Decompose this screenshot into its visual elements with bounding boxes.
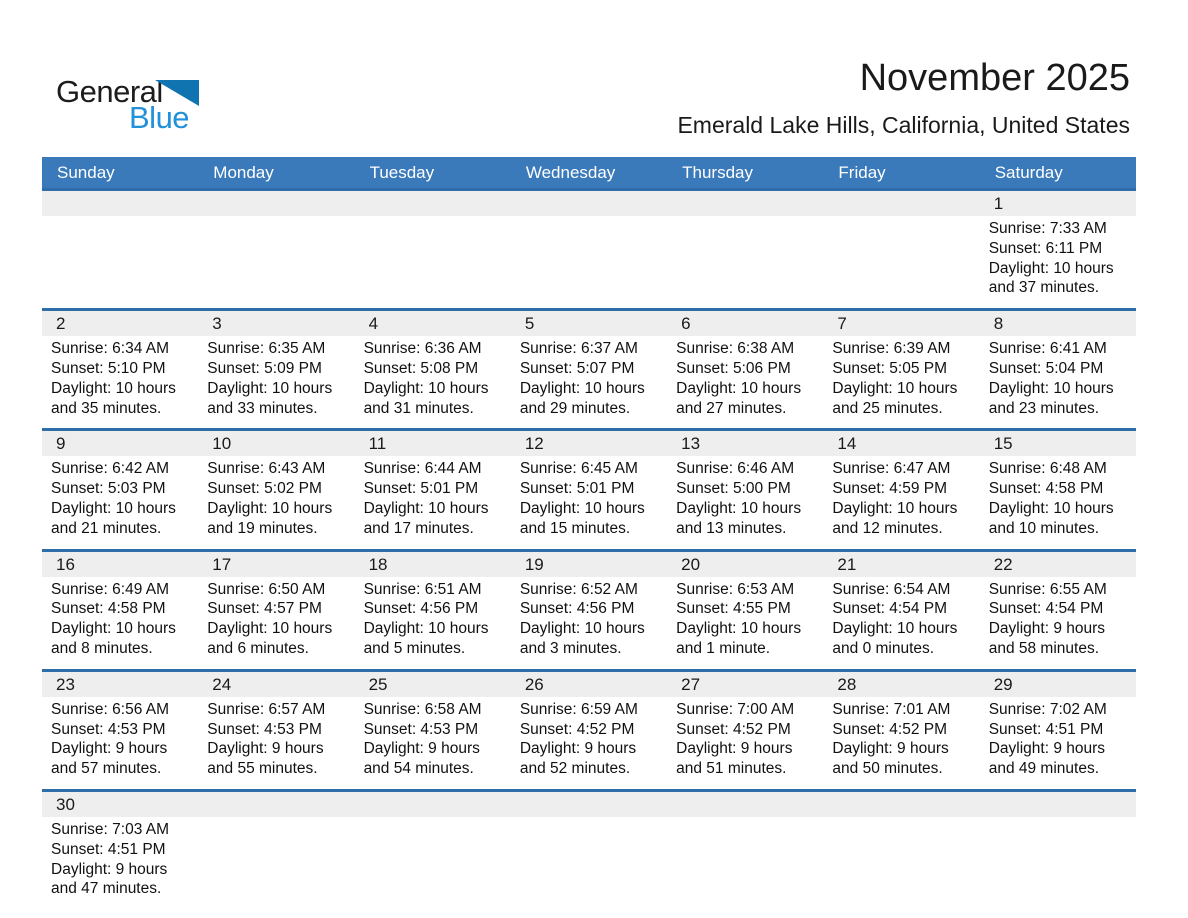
day-info-line: Sunrise: 6:34 AM — [51, 340, 170, 358]
day-cell — [980, 697, 1136, 789]
day-cell — [667, 817, 823, 917]
day-info-line: and 0 minutes. — [832, 639, 935, 657]
day-cell — [198, 336, 354, 428]
day-info-line: Sunset: 4:56 PM — [363, 600, 479, 618]
day-number: 12 — [524, 434, 544, 454]
day-cell — [355, 456, 511, 548]
day-cell — [823, 456, 979, 548]
day-number: 22 — [993, 554, 1013, 574]
day-info-line: Daylight: 10 hours — [676, 620, 802, 638]
day-info-line: and 47 minutes. — [51, 880, 162, 898]
weekday-header: Friday — [838, 163, 886, 182]
day-info-line: Daylight: 10 hours — [207, 379, 333, 397]
day-info-line: Sunrise: 6:54 AM — [832, 580, 951, 598]
day-number: 13 — [681, 434, 701, 454]
day-number — [355, 792, 511, 817]
day-info-line: and 51 minutes. — [676, 760, 787, 778]
day-info-line: Sunset: 5:10 PM — [51, 359, 166, 377]
day-info-line: Sunset: 5:07 PM — [519, 359, 635, 377]
day-number: 24 — [212, 674, 232, 694]
week-row — [42, 549, 1136, 669]
day-info-line: Daylight: 10 hours — [519, 499, 645, 517]
day-cell — [198, 577, 354, 669]
day-number — [42, 191, 198, 216]
day-info-line: Sunset: 4:52 PM — [832, 720, 948, 738]
title-block — [677, 56, 1130, 139]
day-info-line: Daylight: 10 hours — [832, 620, 958, 638]
day-number: 1 — [993, 194, 1004, 213]
weekday-header: Thursday — [682, 163, 754, 182]
day-info-line: Sunset: 4:54 PM — [832, 600, 948, 618]
day-info-line: Sunrise: 6:52 AM — [519, 580, 638, 598]
day-cell — [42, 336, 198, 428]
day-number: 16 — [56, 554, 75, 574]
day-info-line: Sunrise: 6:59 AM — [519, 700, 638, 718]
day-number: 21 — [837, 554, 857, 574]
day-number — [667, 792, 823, 817]
day-info-line: Sunset: 5:04 PM — [988, 359, 1104, 377]
day-info-line: and 55 minutes. — [207, 760, 318, 778]
weekday-header: Monday — [213, 163, 274, 182]
day-cell — [511, 577, 667, 669]
day-info-line: Sunset: 4:58 PM — [988, 480, 1104, 498]
day-number: 15 — [993, 434, 1013, 454]
day-cell — [823, 817, 979, 917]
day-info-line: and 31 minutes. — [363, 399, 474, 417]
day-info-line: Sunset: 4:56 PM — [519, 600, 635, 618]
week-row — [42, 789, 1136, 917]
day-info-line: Sunset: 5:01 PM — [363, 480, 479, 498]
day-info-line: Sunset: 5:01 PM — [519, 480, 635, 498]
day-info-line: Sunrise: 6:53 AM — [676, 580, 795, 598]
week-details — [42, 216, 1136, 308]
day-info-line: Sunset: 4:52 PM — [519, 720, 635, 738]
weekday-header: Tuesday — [369, 163, 435, 182]
page-subtitle: Emerald Lake Hills, California, United States — [677, 111, 1130, 138]
day-number — [823, 191, 979, 216]
logo-text-blue: Blue — [129, 100, 190, 135]
day-info-line: and 54 minutes. — [363, 760, 474, 778]
day-info-line: Sunrise: 6:36 AM — [363, 340, 482, 358]
day-number-band — [42, 552, 1136, 577]
day-cell — [511, 336, 667, 428]
day-info-line: and 6 minutes. — [207, 639, 309, 657]
day-info-line: and 58 minutes. — [988, 639, 1099, 657]
day-info-line: and 25 minutes. — [832, 399, 943, 417]
day-cell — [823, 216, 979, 308]
day-number-band — [42, 792, 1136, 817]
weekday-header: Wednesday — [525, 163, 616, 182]
calendar-weeks — [42, 188, 1136, 917]
day-info-line: Daylight: 9 hours — [363, 740, 480, 758]
day-info-line: and 10 minutes. — [988, 519, 1099, 537]
day-number: 14 — [837, 434, 857, 454]
day-info-line: Sunrise: 7:02 AM — [988, 700, 1107, 718]
day-info-line: Sunrise: 6:50 AM — [207, 580, 326, 598]
logo-text-general: General — [56, 74, 163, 109]
day-number: 6 — [681, 314, 691, 334]
day-info-line: Sunrise: 6:43 AM — [207, 460, 326, 478]
day-info-line: Daylight: 10 hours — [519, 620, 645, 638]
day-info-line: Sunrise: 6:57 AM — [207, 700, 326, 718]
day-info-line: and 49 minutes. — [988, 760, 1099, 778]
day-cell — [355, 336, 511, 428]
day-info-line: Daylight: 10 hours — [51, 499, 176, 517]
day-info-line: Sunset: 4:53 PM — [51, 720, 166, 738]
day-cell — [198, 697, 354, 789]
day-number: 8 — [993, 314, 1004, 334]
day-number: 28 — [837, 674, 857, 694]
day-cell — [980, 577, 1136, 669]
day-cell — [667, 216, 823, 308]
week-details — [42, 336, 1136, 428]
day-info-line: and 21 minutes. — [51, 519, 162, 537]
day-info-line: Sunrise: 6:37 AM — [519, 340, 638, 358]
day-cell — [980, 817, 1136, 917]
day-cell — [355, 216, 511, 308]
day-number: 18 — [368, 554, 388, 574]
day-info-line: Daylight: 10 hours — [363, 499, 489, 517]
day-cell — [980, 336, 1136, 428]
day-info-line: Sunset: 4:59 PM — [832, 480, 948, 498]
day-info-line: Sunrise: 6:46 AM — [676, 460, 795, 478]
week-row — [42, 428, 1136, 548]
day-cell — [667, 336, 823, 428]
day-number: 4 — [368, 314, 379, 334]
day-cell — [355, 817, 511, 917]
day-info-line: Sunset: 4:53 PM — [207, 720, 322, 738]
day-info-line: Daylight: 9 hours — [519, 740, 637, 758]
day-info-line: Daylight: 10 hours — [207, 620, 333, 638]
day-cell — [823, 697, 979, 789]
day-number-band — [42, 191, 1136, 216]
day-number: 2 — [56, 314, 66, 334]
day-info-line: Daylight: 10 hours — [519, 379, 645, 397]
day-cell — [198, 216, 354, 308]
day-info-line: and 23 minutes. — [988, 399, 1099, 417]
day-number: 27 — [681, 674, 701, 694]
day-number: 26 — [524, 674, 544, 694]
day-cell — [667, 577, 823, 669]
day-number — [198, 191, 354, 216]
weekday-header-row — [42, 157, 1136, 188]
day-info-line: Sunset: 6:11 PM — [988, 239, 1103, 257]
day-number — [511, 191, 667, 216]
day-info-line: Sunrise: 7:03 AM — [51, 820, 170, 838]
day-info-line: Daylight: 10 hours — [51, 620, 176, 638]
day-cell — [42, 456, 198, 548]
day-cell — [980, 216, 1136, 308]
day-number: 3 — [212, 314, 222, 334]
day-number: 19 — [524, 554, 544, 574]
day-info-line: and 3 minutes. — [519, 639, 622, 657]
day-number: 11 — [368, 434, 387, 454]
day-info-line: and 29 minutes. — [519, 399, 631, 417]
day-info-line: and 15 minutes. — [519, 519, 631, 537]
day-info-line: Sunset: 5:09 PM — [207, 359, 322, 377]
day-info-line: Sunset: 5:00 PM — [676, 480, 791, 498]
day-info-line: Sunset: 4:58 PM — [51, 600, 166, 618]
day-number: 9 — [56, 434, 66, 454]
day-info-line: Sunset: 4:54 PM — [988, 600, 1104, 618]
day-info-line: Sunset: 5:03 PM — [51, 480, 166, 498]
day-info-line: Sunset: 4:51 PM — [51, 840, 166, 858]
week-details — [42, 817, 1136, 917]
day-cell — [511, 817, 667, 917]
day-info-line: and 1 minute. — [676, 639, 771, 657]
day-info-line: and 5 minutes. — [363, 639, 466, 657]
day-info-line: Sunrise: 6:42 AM — [51, 460, 170, 478]
day-info-line: Sunrise: 6:48 AM — [988, 460, 1107, 478]
day-info-line: Sunset: 5:08 PM — [363, 359, 479, 377]
day-info-line: Daylight: 10 hours — [988, 379, 1114, 397]
day-info-line: and 19 minutes. — [207, 519, 318, 537]
day-info-line: Daylight: 9 hours — [832, 740, 949, 758]
general-blue-logo — [50, 74, 210, 136]
day-info-line: Sunrise: 6:49 AM — [51, 580, 170, 598]
day-cell — [42, 577, 198, 669]
day-number-band — [42, 672, 1136, 697]
day-number — [355, 191, 511, 216]
day-info-line: and 17 minutes. — [363, 519, 474, 537]
day-info-line: and 33 minutes. — [207, 399, 318, 417]
day-info-line: Sunrise: 7:00 AM — [676, 700, 795, 718]
day-info-line: Sunset: 4:55 PM — [676, 600, 791, 618]
week-row — [42, 188, 1136, 308]
day-info-line: Daylight: 9 hours — [51, 860, 168, 878]
day-info-line: Daylight: 9 hours — [988, 620, 1106, 638]
day-cell — [42, 817, 198, 917]
week-row — [42, 669, 1136, 789]
day-info-line: and 27 minutes. — [676, 399, 787, 417]
day-number: 5 — [524, 314, 535, 334]
day-cell — [511, 216, 667, 308]
day-info-line: Daylight: 9 hours — [207, 740, 324, 758]
day-info-line: Daylight: 10 hours — [832, 499, 958, 517]
day-info-line: Daylight: 9 hours — [51, 740, 168, 758]
day-cell — [823, 577, 979, 669]
day-number — [667, 191, 823, 216]
page-title: November 2025 — [859, 57, 1130, 99]
day-info-line: Daylight: 10 hours — [363, 620, 489, 638]
week-details — [42, 697, 1136, 789]
day-info-line: Daylight: 10 hours — [51, 379, 176, 397]
day-info-line: Sunrise: 6:55 AM — [988, 580, 1107, 598]
day-info-line: Sunset: 5:05 PM — [832, 359, 948, 377]
day-info-line: Daylight: 9 hours — [676, 740, 793, 758]
day-cell — [980, 456, 1136, 548]
day-cell — [198, 456, 354, 548]
day-cell — [511, 456, 667, 548]
weekday-header: Saturday — [994, 163, 1063, 182]
day-number: 23 — [56, 674, 75, 694]
day-info-line: and 12 minutes. — [832, 519, 943, 537]
day-info-line: and 37 minutes. — [988, 279, 1099, 297]
day-cell — [667, 697, 823, 789]
week-row — [42, 308, 1136, 428]
day-info-line: Sunrise: 6:41 AM — [988, 340, 1107, 358]
day-info-line: Sunset: 5:02 PM — [207, 480, 322, 498]
day-info-line: Sunset: 4:57 PM — [207, 600, 322, 618]
day-info-line: and 57 minutes. — [51, 760, 162, 778]
day-info-line: Sunrise: 6:56 AM — [51, 700, 170, 718]
day-number: 10 — [212, 434, 232, 454]
weekday-header: Sunday — [57, 163, 115, 182]
day-number: 17 — [212, 554, 232, 574]
day-info-line: Daylight: 10 hours — [676, 499, 802, 517]
day-cell — [42, 216, 198, 308]
day-cell — [198, 817, 354, 917]
day-info-line: and 52 minutes. — [519, 760, 631, 778]
day-cell — [511, 697, 667, 789]
day-info-line: Daylight: 10 hours — [832, 379, 958, 397]
day-info-line: and 8 minutes. — [51, 639, 153, 657]
week-details — [42, 456, 1136, 548]
day-info-line: Daylight: 10 hours — [676, 379, 802, 397]
day-number — [980, 792, 1136, 817]
day-info-line: Sunset: 4:53 PM — [363, 720, 479, 738]
day-info-line: Daylight: 10 hours — [988, 499, 1114, 517]
day-info-line: Sunrise: 6:45 AM — [519, 460, 638, 478]
day-cell — [355, 697, 511, 789]
day-cell — [355, 577, 511, 669]
day-info-line: Sunrise: 6:58 AM — [363, 700, 482, 718]
day-number-band — [42, 311, 1136, 336]
day-number: 29 — [993, 674, 1013, 694]
day-info-line: and 13 minutes. — [676, 519, 787, 537]
day-info-line: Sunset: 4:51 PM — [988, 720, 1104, 738]
day-info-line: Sunrise: 6:47 AM — [832, 460, 951, 478]
day-info-line: Sunset: 4:52 PM — [676, 720, 791, 738]
day-number: 30 — [56, 794, 75, 814]
week-details — [42, 577, 1136, 669]
day-info-line: Sunrise: 6:51 AM — [363, 580, 482, 598]
day-info-line: Sunrise: 6:38 AM — [676, 340, 795, 358]
day-info-line: Daylight: 9 hours — [988, 740, 1106, 758]
calendar-table — [42, 157, 1136, 917]
day-info-line: Sunrise: 7:01 AM — [832, 700, 951, 718]
day-number-band — [42, 431, 1136, 456]
day-info-line: Sunset: 5:06 PM — [676, 359, 791, 377]
day-info-line: Sunrise: 6:39 AM — [832, 340, 951, 358]
day-info-line: Sunrise: 6:35 AM — [207, 340, 326, 358]
day-cell — [42, 697, 198, 789]
day-info-line: Daylight: 10 hours — [988, 259, 1114, 277]
day-info-line: Daylight: 10 hours — [363, 379, 489, 397]
day-number: 7 — [837, 314, 847, 334]
day-info-line: and 35 minutes. — [51, 399, 162, 417]
day-cell — [823, 336, 979, 428]
day-info-line: and 50 minutes. — [832, 760, 943, 778]
day-info-line: Sunrise: 7:33 AM — [988, 220, 1107, 237]
day-info-line: Sunrise: 6:44 AM — [363, 460, 482, 478]
day-number — [823, 792, 979, 817]
day-info-line: Daylight: 10 hours — [207, 499, 333, 517]
day-number: 20 — [681, 554, 701, 574]
day-cell — [667, 456, 823, 548]
day-number — [511, 792, 667, 817]
day-number: 25 — [368, 674, 388, 694]
day-number — [198, 792, 354, 817]
